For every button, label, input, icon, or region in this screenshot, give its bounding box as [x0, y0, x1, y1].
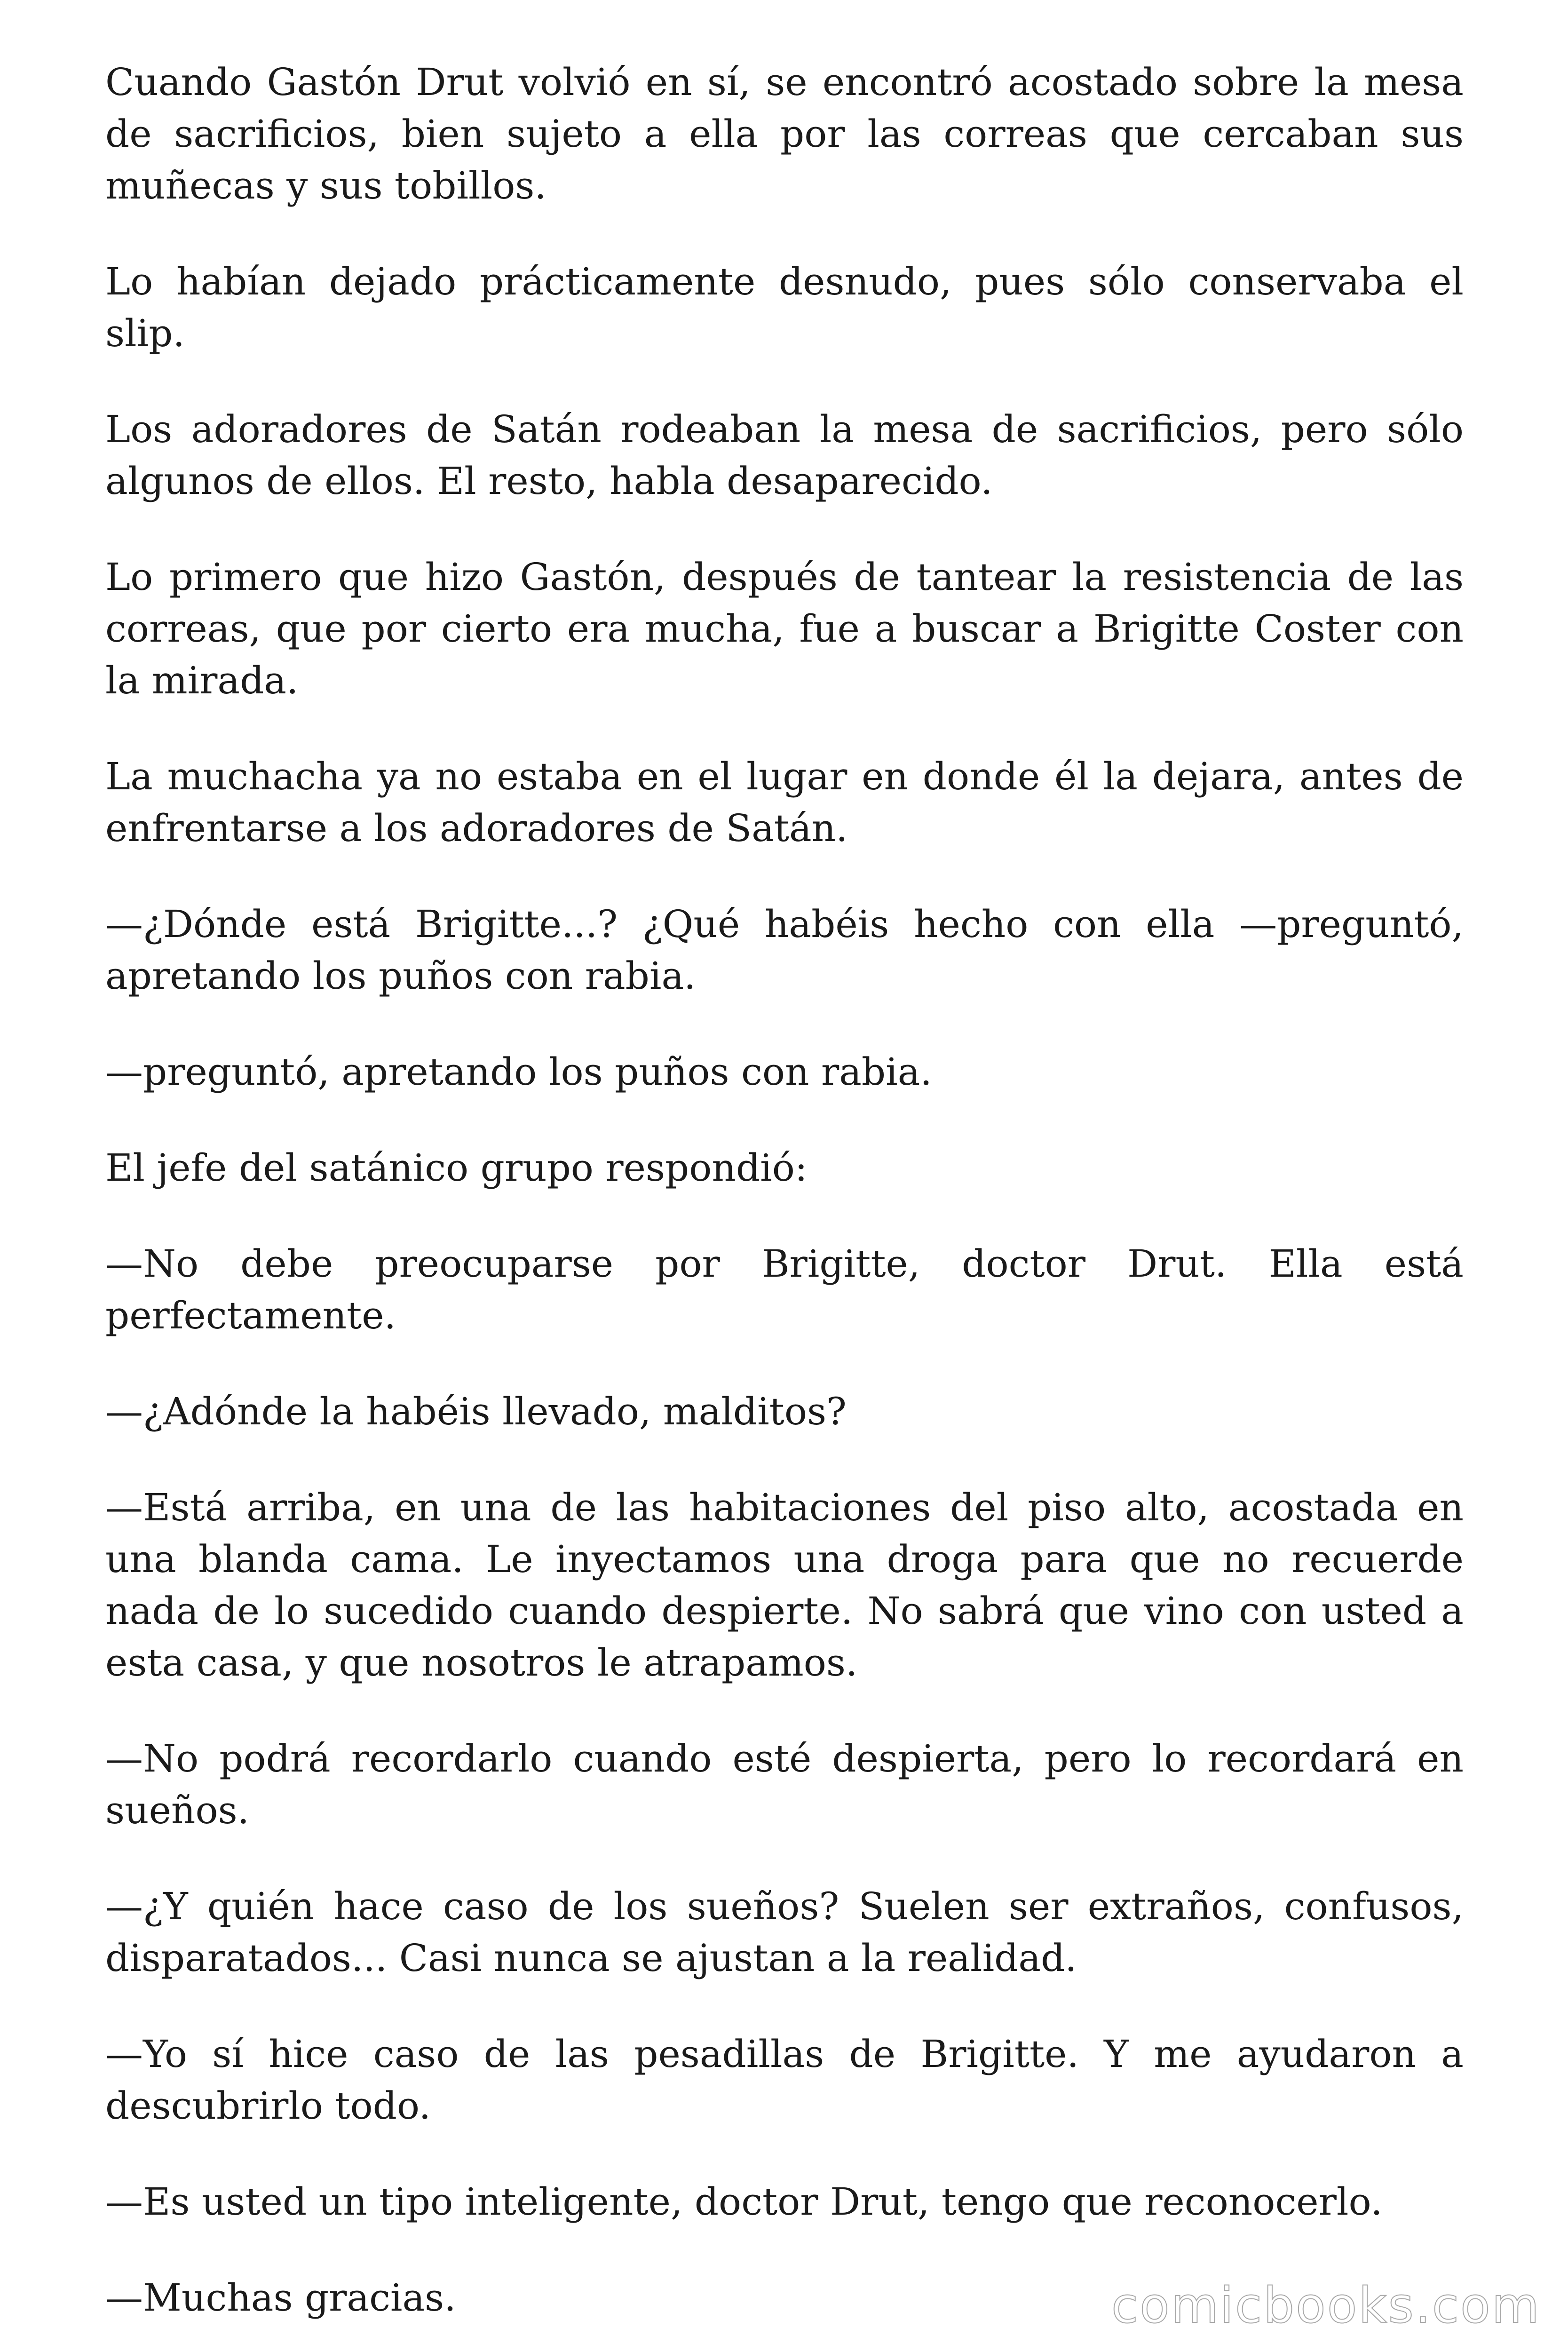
paragraph: —preguntó, apretando los puños con rabia.: [105, 1050, 932, 1094]
paragraph: Lo primero que hizo Gastón, después de tantear la resistencia de las correas, que por cierto era mucha, fue a buscar a Brigitte Coster con la mirada.: [105, 555, 1464, 702]
paragraph: —¿Y quién hace caso de los sueños? Suelen ser extraños, confusos, disparatados... Casi nunca se ajustan a la realidad.: [105, 1884, 1464, 1980]
paragraph: —¿Adónde la habéis llevado, malditos?: [105, 1390, 847, 1433]
paragraph: —Está arriba, en una de las habitaciones del piso alto, acostada en una blanda cama. Le inyectamos una droga para que no recuerde nada de lo sucedido cuando despierte. No sabrá que vino con usted a esta casa, y que nosotros le atrapamos.: [105, 1486, 1464, 1685]
watermark: comicbooks.com: [1111, 2277, 1541, 2334]
paragraph: —¿Dónde está Brigitte...? ¿Qué habéis hecho con ella —preguntó, apretando los puños con rabia.: [105, 902, 1464, 998]
paragraph: Cuando Gastón Drut volvió en sí, se encontró acostado sobre la mesa de sacrificios, bien sujeto a ella por las correas que cercaban sus muñecas y sus tobillos.: [105, 60, 1464, 207]
paragraph: Los adoradores de Satán rodeaban la mesa de sacrificios, pero sólo algunos de ellos. El resto, habla desaparecido.: [105, 407, 1464, 503]
body-text: [105, 56, 1464, 2324]
paragraph: —Es usted un tipo inteligente, doctor Drut, tengo que reconocerlo.: [105, 2180, 1383, 2224]
paragraph: El jefe del satánico grupo respondió:: [105, 1146, 808, 1190]
paragraph: Lo habían dejado prácticamente desnudo, pues sólo conservaba el slip.: [105, 260, 1464, 355]
paragraph: —No debe preocuparse por Brigitte, doctor Drut. Ella está perfectamente.: [105, 1242, 1464, 1337]
paragraph: La muchacha ya no estaba en el lugar en donde él la dejara, antes de enfrentarse a los adoradores de Satán.: [105, 755, 1464, 850]
paragraph: —Muchas gracias.: [105, 2276, 456, 2320]
paragraph: —No podrá recordarlo cuando esté despierta, pero lo recordará en sueños.: [105, 1737, 1464, 1832]
paragraph: —Yo sí hice caso de las pesadillas de Brigitte. Y me ayudaron a descubrirlo todo.: [105, 2032, 1464, 2128]
